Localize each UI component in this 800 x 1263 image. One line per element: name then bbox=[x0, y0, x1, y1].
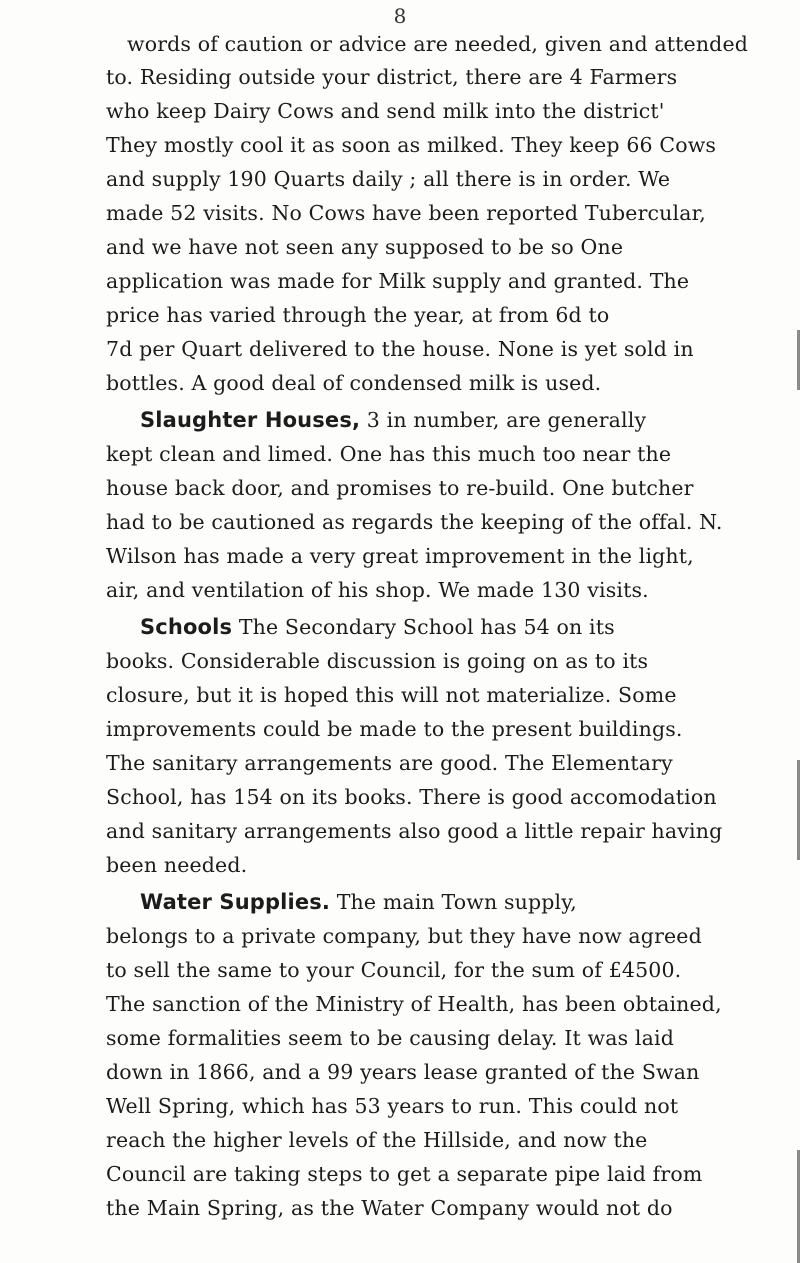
text-line: School, has 154 on its books. There is good accomodation bbox=[106, 785, 717, 809]
text-line: Well Spring, which has 53 years to run. This could not bbox=[106, 1094, 679, 1118]
text-line: bottles. A good deal of condensed milk is used. bbox=[106, 371, 602, 395]
text-line: They mostly cool it as soon as milked. They keep 66 Cows bbox=[106, 133, 717, 157]
paragraph-first-line bbox=[0, 613, 800, 641]
text-line: the Main Spring, as the Water Company would not do bbox=[106, 1196, 673, 1220]
text-line: books. Considerable discussion is going on as to its bbox=[106, 649, 649, 673]
paragraph-first-line bbox=[0, 406, 800, 434]
text-line: price has varied through the year, at from 6d to bbox=[106, 303, 610, 327]
text-line: and we have not seen any supposed to be so One bbox=[106, 235, 624, 259]
text-line: to sell the same to your Council, for the sum of £4500. bbox=[106, 958, 682, 982]
text-line: kept clean and limed. One has this much too near the bbox=[106, 442, 672, 466]
text-line: been needed. bbox=[106, 853, 248, 877]
section-heading-slaughter-houses: Slaughter Houses, bbox=[140, 408, 361, 432]
section-heading-water-supplies: Water Supplies. bbox=[140, 890, 331, 914]
text-line: belongs to a private company, but they have now agreed bbox=[106, 924, 702, 948]
text-run: The Secondary School has 54 on its bbox=[238, 615, 615, 639]
text-line: application was made for Milk supply and granted. The bbox=[106, 269, 690, 293]
text-run: 3 in number, are generally bbox=[366, 408, 647, 432]
section-heading-schools: Schools bbox=[140, 615, 233, 639]
page-number: 8 bbox=[393, 4, 407, 28]
paragraph-first-line bbox=[0, 888, 800, 916]
text-line: some formalities seem to be causing delay. It was laid bbox=[106, 1026, 674, 1050]
text-line: and supply 190 Quarts daily ; all there is in order. We bbox=[106, 167, 671, 191]
text-line: words of caution or advice are needed, given and attended bbox=[127, 32, 749, 56]
text-line: to. Residing outside your district, there are 4 Farmers bbox=[106, 65, 678, 89]
text-line: air, and ventilation of his shop. We made 130 visits. bbox=[106, 578, 649, 602]
text-line: Wilson has made a very great improvement in the light, bbox=[106, 544, 694, 568]
text-line: 7d per Quart delivered to the house. None is yet sold in bbox=[106, 337, 694, 361]
text-line: Council are taking steps to get a separate pipe laid from bbox=[106, 1162, 703, 1186]
text-line: house back door, and promises to re-build. One butcher bbox=[106, 476, 694, 500]
text-run: The main Town supply, bbox=[336, 890, 577, 914]
text-line: down in 1866, and a 99 years lease granted of the Swan bbox=[106, 1060, 700, 1084]
text-line: who keep Dairy Cows and send milk into the district' bbox=[106, 99, 665, 123]
text-line: The sanction of the Ministry of Health, has been obtained, bbox=[106, 992, 722, 1016]
text-line: made 52 visits. No Cows have been reported Tubercular, bbox=[106, 201, 706, 225]
text-line: closure, but it is hoped this will not materialize. Some bbox=[106, 683, 677, 707]
text-line: and sanitary arrangements also good a little repair having bbox=[106, 819, 723, 843]
text-line: reach the higher levels of the Hillside, and now the bbox=[106, 1128, 648, 1152]
text-line: had to be cautioned as regards the keeping of the offal. N. bbox=[106, 510, 723, 534]
text-line: The sanitary arrangements are good. The Elementary bbox=[106, 751, 673, 775]
text-line: improvements could be made to the present buildings. bbox=[106, 717, 683, 741]
